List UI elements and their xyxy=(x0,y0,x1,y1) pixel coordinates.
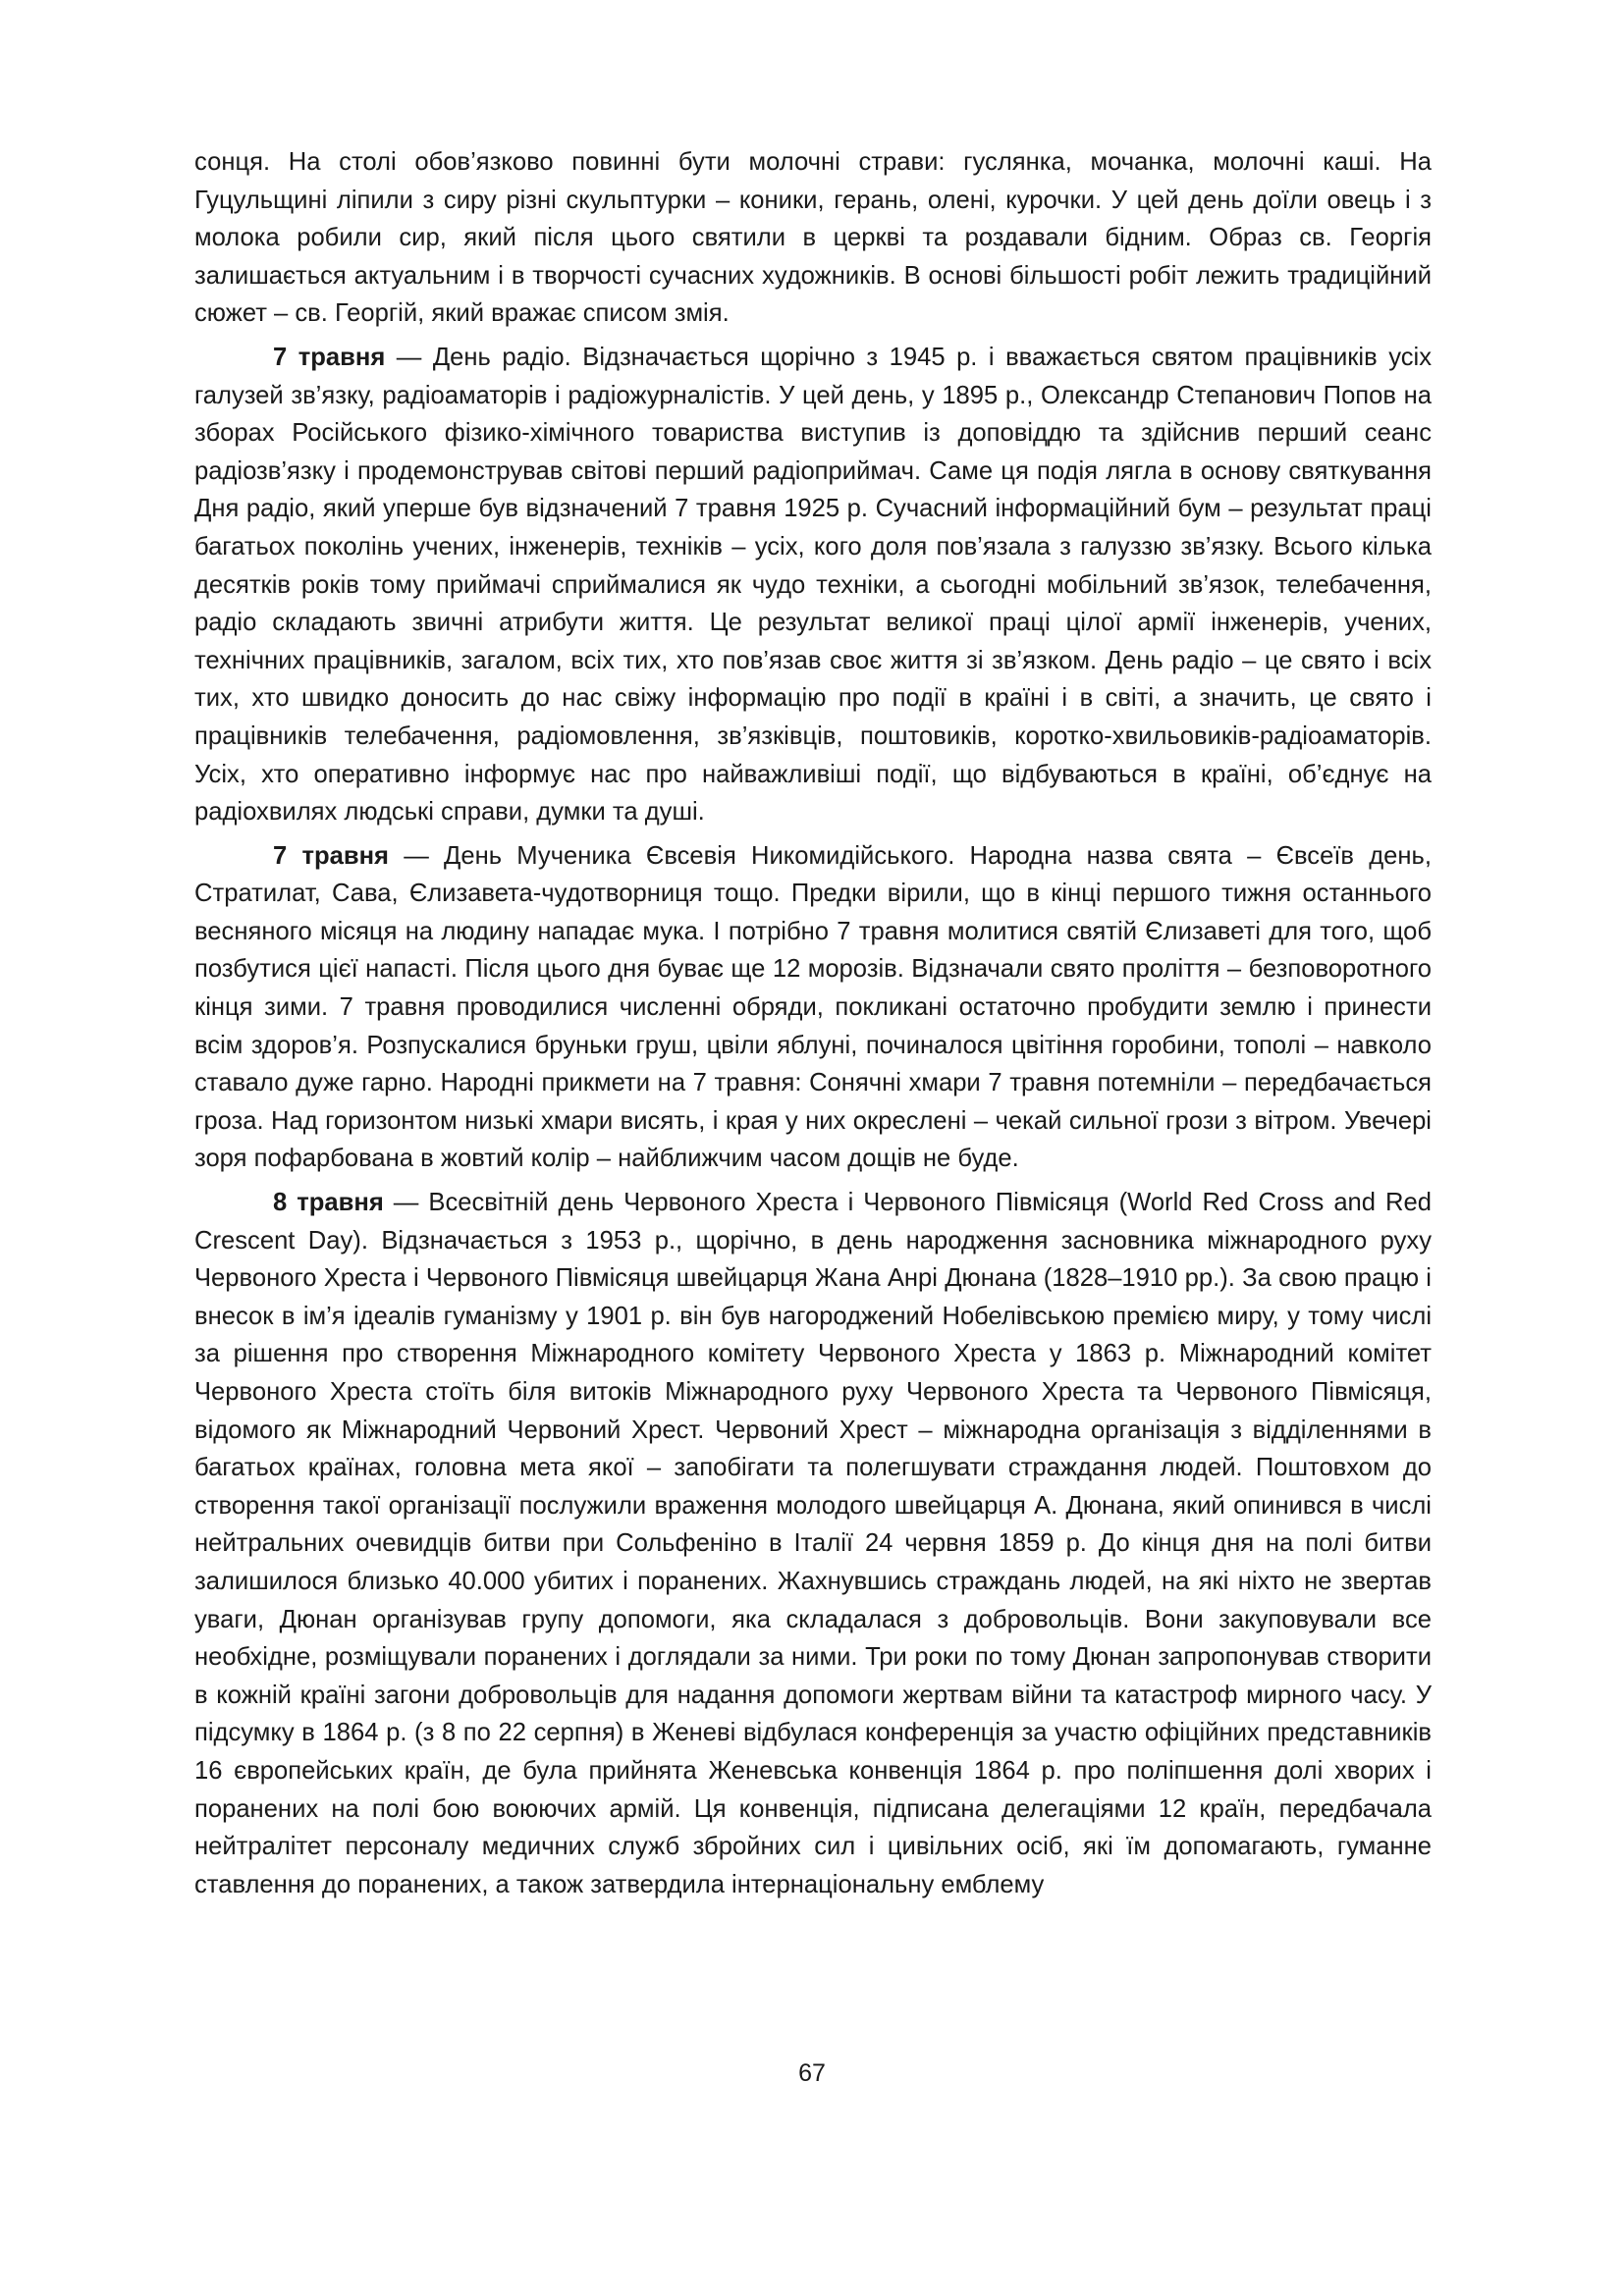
paragraph-continuation xyxy=(194,143,1432,333)
paragraph-text: — День радіо. Відзначається щорічно з 1945 р. і вважається святом працівників усіх галузей зв’язку, радіоаматорів і радіожурналістів. У цей день, у 1895 р., Олександр Степанович Попов на зборах Російського фізико-хімічного товариства виступив із доповіддю та здійснив перший сеанс радіозв’язку і продемонстрував світові перший радіоприймач. Саме ця подія лягла в основу святкування Дня радіо, який уперше був відзначений 7 травня 1925 р. Сучасний інформаційний бум – результат праці багатьох поколінь учених, інженерів, техніків – усіх, кого доля пов’язала з галуззю зв’язку. Всього кілька десятків років тому приймачі сприймалися як чудо техніки, а сьогодні мобільний зв’язок, телебачення, радіо складають звичні атрибути життя. Це результат великої праці цілої армії інженерів, учених, технічних працівників, загалом, всіх тих, хто пов’язав своє життя зі зв’язком. День радіо – це свято і всіх тих, хто швидко доносить до нас свіжу інформацію про події в країні і в світі, а значить, це свято і працівників телебачення, радіомовлення, зв’язківців, поштовиків, коротко-хвильовиків-радіоаматорів. Усіх, хто оперативно інформує нас про найважливіші події, що відбуваються в країні, об’єднує на радіохвилях людські справи, думки та душі. xyxy=(194,343,1432,827)
paragraph-red-cross-day xyxy=(194,1184,1432,1903)
body-text xyxy=(194,143,1432,1909)
paragraph-radio-day xyxy=(194,339,1432,831)
paragraph-text: — Всесвітній день Червоного Хреста і Червоного Півмісяця (World Red Cross and Red Crescent Day). Відзначається з 1953 р., щорічно, в день народження засновника міжнародного руху Червоного Хреста і Червоного Півмісяця швейцарця Жана Анрі Дюнана (1828–1910 рр.). За свою працю і внесок в ім’я ідеалів гуманізму у 1901 р. він був нагороджений Нобелівською премією миру, у тому числі за рішення про створення Міжнародного комітету Червоного Хреста у 1863 р. Міжнародний комітет Червоного Хреста стоїть біля витоків Міжнародного руху Червоного Хреста та Червоного Півмісяця, відомого як Міжнародний Червоний Хрест. Червоний Хрест – міжнародна організація з відділеннями в багатьох країнах, головна мета якої – запобігати та полегшувати страждання людей. Поштовхом до створення такої організації послужили враження молодого швейцарця А. Дюнана, який опинився в числі нейтральних очевидців битви при Сольфеніно в Італії 24 червня 1859 р. До кінця дня на полі битви залишилося близько 40.000 убитих і поранених. Жахнувшись страждань людей, на які ніхто не звертав уваги, Дюнан організував групу допомоги, яка складалася з добровольців. Вони закуповували все необхідне, розміщували поранених і доглядали за ними. Три роки по тому Дюнан запропонував створити в кожній країні загони добровольців для надання допомоги жертвам війни та катастроф мирного часу. У підсумку в 1864 р. (з 8 по 22 серпня) в Женеві відбулася конференція за участю офіційних представників 16 європейських країн, де була прийнята Женевська конвенція 1864 р. про поліпшення долі хворих і поранених на полі бою воюючих армій. Ця конвенція, підписана делегаціями 12 країн, передбачала нейтралітет персоналу медичних служб збройних сил і цивільних осіб, які їм допомагають, гуманне ставлення до поранених, а також затвердила інтернаціональну емблему xyxy=(194,1189,1432,1898)
paragraph-date: 7 травня xyxy=(273,343,386,371)
paragraph-text: сонця. На столі обов’язково повинні бути молочні страви: гуслянка, мочанка, молочні каші. На Гуцульщині ліпили з сиру різні скульптурки – коники, герань, олені, курочки. У цей день доїли овець і з молока робили сир, який після цього святили в церкві та роздавали бідним. Образ св. Георгія залишається актуальним і в творчості сучасних художників. В основі більшості робіт лежить традиційний сюжет – св. Георгій, який вражає списом змія. xyxy=(194,148,1432,328)
page-number: 67 xyxy=(798,2059,826,2087)
paragraph-date: 8 травня xyxy=(273,1189,384,1217)
paragraph-text: — День Мученика Євсевія Никомидійського. Народна назва свята – Євсеїв день, Стратилат, Сава, Єлизавета-чудотворниця тощо. Предки вірили, що в кінці першого тижня останнього весняного місяця на людину нападає мука. І потрібно 7 травня молитися святій Єлизаветі для того, щоб позбутися цієї напасті. Після цього дня буває ще 12 морозів. Відзначали свято проліття – безповоротного кінця зими. 7 травня проводилися численні обряди, покликані остаточно пробудити землю і принести всім здоров’я. Розпускалися бруньки груш, цвіли яблуні, починалося цвітіння горобини, тополі – навколо ставало дуже гарно. Народні прикмети на 7 травня: Сонячні хмари 7 травня потемніли – передбачається гроза. Над горизонтом низькі хмари висять, і края у них окреслені – чекай сильної грози з вітром. Увечері зоря пофарбована в жовтий колір – найближчим часом дощів не буде. xyxy=(194,841,1432,1173)
paragraph-date: 7 травня xyxy=(273,841,389,870)
paragraph-eusebius-day xyxy=(194,837,1432,1178)
